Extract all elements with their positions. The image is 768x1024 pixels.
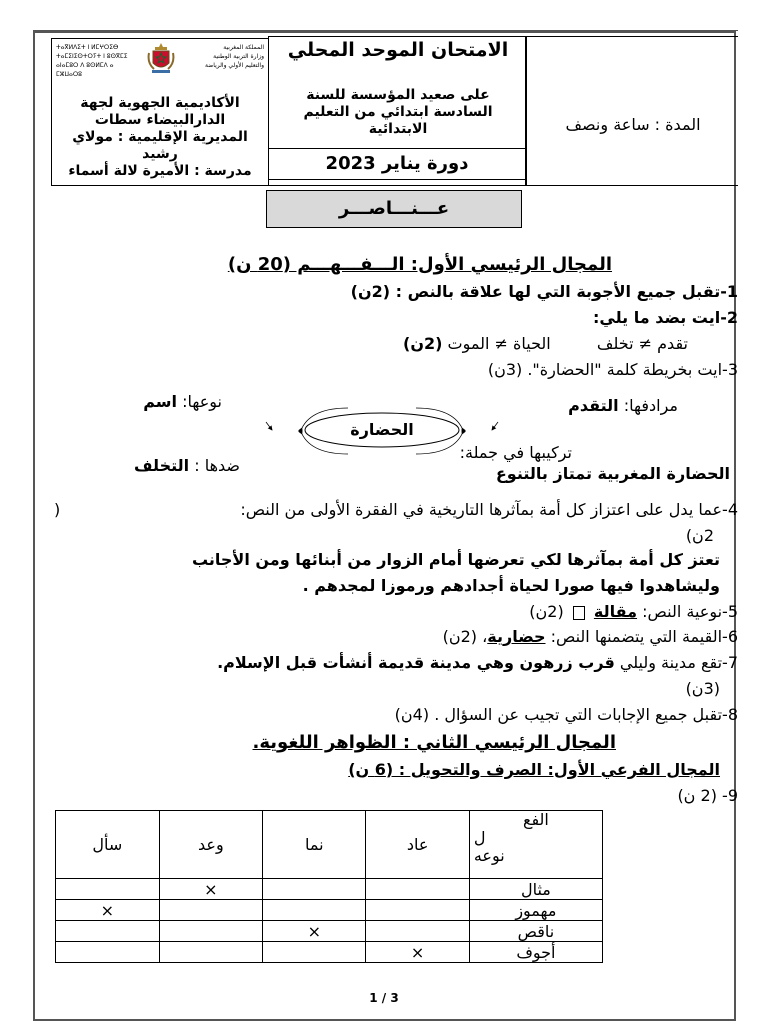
q7-prefix: 7-تقع مدينة وليلي bbox=[619, 653, 738, 672]
table-row-label: أجوف bbox=[469, 942, 602, 963]
q7-answer: قرب زرهون وهي مدينة قديمة أنشأت قبل الإسلام. bbox=[217, 653, 615, 672]
ministry-line: المملكة المغربية bbox=[223, 44, 264, 51]
word-map-type bbox=[143, 392, 222, 412]
question-8: 8-تقبل جميع الإجابات التي تجيب عن السؤال . (4ن) bbox=[394, 705, 738, 724]
q5-answer: مقالة bbox=[593, 602, 638, 621]
table-row-label: ناقص bbox=[469, 921, 602, 942]
map-synonym-label: مرادفها: bbox=[623, 396, 678, 415]
map-synonym-value: التقدم bbox=[568, 396, 619, 415]
table-cell bbox=[56, 879, 160, 900]
q4-points-open: ( bbox=[54, 500, 61, 519]
word-map-sentence-label: تركيبها في جملة: bbox=[459, 443, 572, 462]
table-cell bbox=[56, 942, 160, 963]
map-opposite-value: التخلف bbox=[133, 456, 190, 475]
table-row bbox=[56, 921, 603, 942]
q4-answer-line: وليشاهدوا فيها صورا لحياة أجدادهم ورموزا لمجدهم . bbox=[302, 576, 720, 595]
tifinagh-line: ⵜⴰⴳⵍⴷⵉⵜ ⵏ ⵍⵎⵖⵔⵉⴱ bbox=[56, 44, 119, 51]
table-cell bbox=[159, 942, 262, 963]
exam-title-wrap bbox=[279, 39, 517, 61]
table-row bbox=[56, 900, 603, 921]
question-2-answer bbox=[403, 334, 688, 354]
institution-info bbox=[56, 95, 264, 180]
q5-points: (2ن) bbox=[529, 602, 564, 621]
question-1: 1-تقبل جميع الأجوبة التي لها علاقة بالنص : (2ن) bbox=[350, 282, 738, 301]
table-cell bbox=[366, 921, 469, 942]
map-type-value: اسم bbox=[143, 392, 177, 411]
map-opposite-label: ضدها : bbox=[194, 456, 240, 475]
table-cell: × bbox=[263, 921, 366, 942]
section2-subtitle: المجال الفرعي الأول: الصرف والتحويل : (6 ن) bbox=[348, 760, 720, 779]
verb-classification-table bbox=[55, 810, 603, 963]
header-institution-box bbox=[51, 38, 269, 186]
header-divider bbox=[269, 179, 525, 180]
table-row bbox=[56, 879, 603, 900]
table-cell bbox=[366, 900, 469, 921]
q4-points-close: 2ن) bbox=[685, 526, 714, 545]
answer-key-banner: عـــنـــاصـــر bbox=[266, 190, 522, 228]
q6-answer: حضارية bbox=[487, 627, 546, 646]
exam-scope: على صعيد المؤسسة للسنة السادسة ابتدائي من التعليم الابتدائية bbox=[303, 87, 493, 137]
section1-title: المجال الرئيسي الأول: الـــفـــهـــم (20 ن) bbox=[227, 254, 612, 275]
question-5 bbox=[529, 602, 738, 622]
question-4: 4-عما يدل على اعتزاز كل أمة بمآثرها التاريخية في الفقرة الأولى من النص: bbox=[240, 500, 738, 519]
q7-points: (3ن) bbox=[685, 679, 720, 698]
table-cell bbox=[263, 879, 366, 900]
header-exam-box bbox=[268, 36, 526, 186]
word-map-synonym bbox=[568, 396, 678, 416]
table-row-label: مثال bbox=[469, 879, 602, 900]
q6-prefix: 6-القيمة التي يتضمنها النص: bbox=[550, 627, 738, 646]
table-cell bbox=[263, 942, 366, 963]
question-6 bbox=[443, 627, 738, 647]
table-cell bbox=[263, 900, 366, 921]
corner-line: الفع bbox=[522, 810, 549, 829]
table-corner-cell bbox=[469, 811, 602, 879]
academy-name: الأكاديمية الجهوية لجهة الدارالبيضاء سطات bbox=[80, 95, 240, 128]
section2-title: المجال الرئيسي الثاني : الظواهر اللغوية. bbox=[252, 732, 616, 753]
header-duration-box bbox=[526, 36, 738, 186]
table-row bbox=[56, 942, 603, 963]
checkbox-icon bbox=[573, 606, 585, 620]
tifinagh-line: ⵜⴰⵎⵉⵏⵉⵙⵜⵔⵢⵜ ⵏ ⵓⵙⴳⵎⵉ bbox=[56, 53, 128, 60]
exam-session: دورة يناير 2023 bbox=[325, 153, 469, 174]
table-cell bbox=[56, 921, 160, 942]
ministry-line: والتعليم الأولي والرياضة bbox=[204, 62, 264, 69]
word-map-sentence-value: الحضارة المغربية تمتاز بالتنوع bbox=[424, 464, 730, 486]
exam-duration: المدة : ساعة ونصف bbox=[565, 115, 701, 134]
directorate-name: المديرية الإقليمية : مولاي رشيد bbox=[72, 129, 248, 162]
word-map-opposite bbox=[134, 456, 240, 476]
exam-title: الامتحان الموحد المحلي bbox=[287, 39, 509, 61]
q2-answer-b: الحياة ≠ الموت bbox=[447, 334, 551, 353]
page-number: 1 / 3 bbox=[369, 991, 399, 1005]
q6-points: ، (2ن) bbox=[442, 627, 488, 646]
table-column-header: نما bbox=[263, 811, 366, 879]
ministry-text bbox=[180, 43, 264, 70]
header-divider bbox=[269, 148, 525, 149]
table-cell bbox=[159, 900, 262, 921]
tifinagh-text bbox=[56, 43, 140, 79]
ministry-line: وزارة التربية الوطنية bbox=[213, 53, 264, 60]
table-column-header: وعد bbox=[159, 811, 262, 879]
school-name: مدرسة : الأميرة لالة أسماء bbox=[68, 163, 252, 179]
map-type-label: نوعها: bbox=[182, 392, 222, 411]
table-cell bbox=[159, 921, 262, 942]
question-9: 9- (2 ن) bbox=[677, 786, 738, 805]
table-column-header: عاد bbox=[366, 811, 469, 879]
tifinagh-line: ⴰⵏⴰⵎⵓⵔ ⴷ ⵓⵙⵍⵎⴷ ⴰ ⵎⵣⵡⴰⵔⵓ bbox=[56, 62, 114, 78]
coat-of-arms-icon bbox=[146, 41, 176, 75]
question-2: 2-ايت بضد ما يلي: bbox=[593, 308, 738, 327]
table-cell: × bbox=[366, 942, 469, 963]
table-column-header: سأل bbox=[56, 811, 160, 879]
table-cell: × bbox=[159, 879, 262, 900]
q4-answer-line: تعتز كل أمة بمآثرها لكي تعرضها أمام الزوار من أبنائها ومن الأجانب bbox=[191, 550, 720, 569]
table-row-label: مهموز bbox=[469, 900, 602, 921]
q2-points: (2ن) bbox=[403, 334, 443, 353]
question-3: 3-ايت بخريطة كلمة "الحضارة". (3ن) bbox=[487, 360, 738, 379]
q5-prefix: 5-نوعية النص: bbox=[642, 602, 738, 621]
table-cell: × bbox=[56, 900, 160, 921]
word-map-center: الحضارة bbox=[350, 420, 414, 439]
question-7 bbox=[217, 653, 738, 673]
corner-line: نوعه bbox=[473, 846, 505, 865]
q2-answer-a: تقدم ≠ تخلف bbox=[596, 334, 688, 353]
table-header-row bbox=[56, 811, 603, 879]
corner-line: ل bbox=[473, 828, 486, 847]
table-cell bbox=[366, 879, 469, 900]
